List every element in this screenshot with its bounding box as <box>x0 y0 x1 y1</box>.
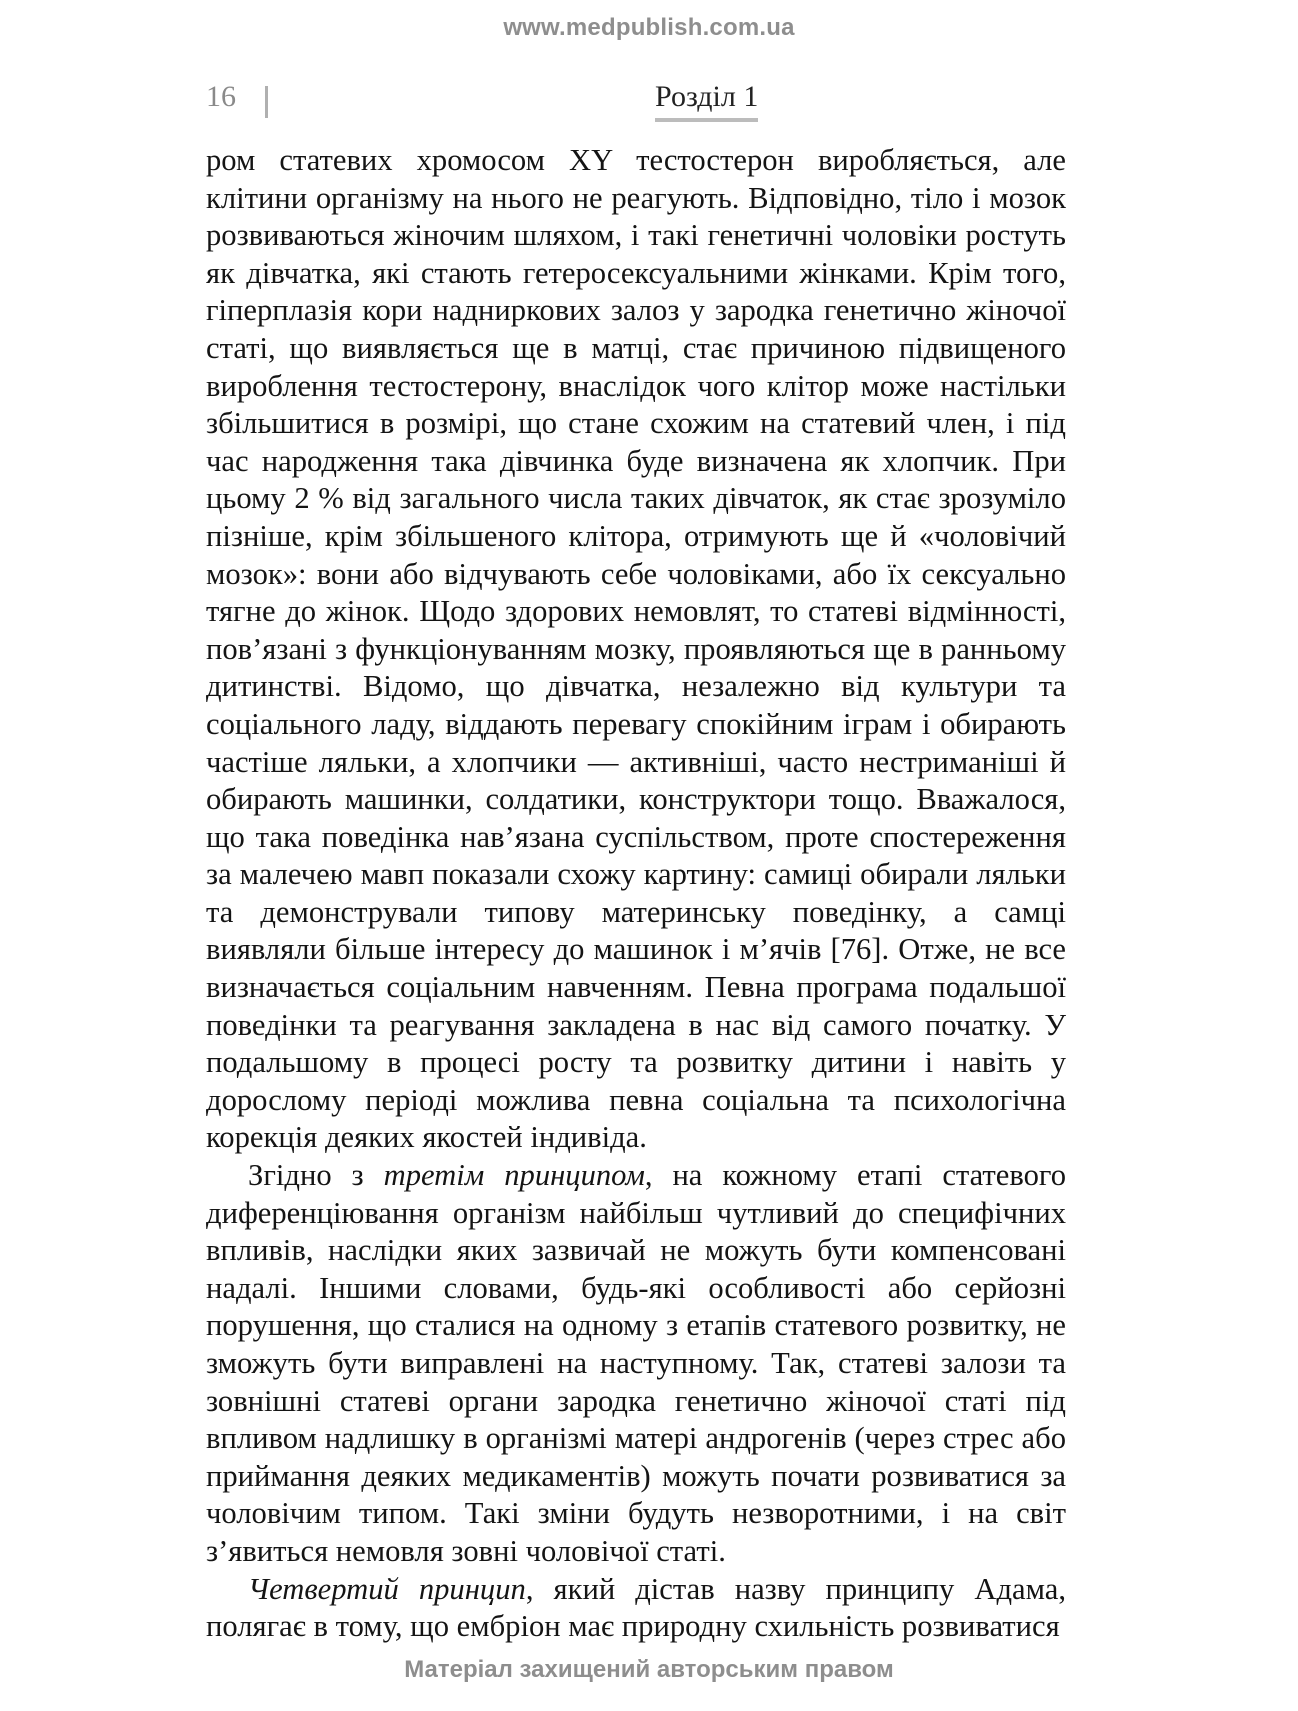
header-divider <box>265 86 268 118</box>
paragraph-2-emphasis: третім принципом <box>383 1158 645 1193</box>
paragraph-1: ром статевих хромосом XY тестостерон виробляється, але клітини організму на нього не реагують. Відповідно, тіло і мозок розвиваються жіночим шляхом, і такі генетичні чоловіки ростуть як дівчатка, які стають гетеросексуальними жінками. Крім того, гіперплазія кори надниркових залоз у зародка генетично жіночої статі, що виявляється ще в матці, стає причиною підвищеного вироблення тестостерону, внаслідок чого клітор може настільки збільшитися в розмірі, що стане схожим на статевий член, і під час народження така дівчинка буде визначена як хлопчик. При цьому 2 % від загального числа таких дівчаток, як стає зрозуміло пізніше, крім збільшеного клітора, отримують ще й «чоловічий мозок»: вони або відчувають себе чоловіками, або їх сексуально тягне до жінок. Щодо здорових немовлят, то статеві відмінності, пов’язані з функціонуванням мозку, проявляються ще в ранньому дитинстві. Відомо, що дівчатка, незалежно від культури та соціального ладу, віддають перевагу спокійним іграм і обирають частіше ляльки, а хлопчики — активніші, часто нестриманіші й обирають машинки, солдатики, конструктори тощо. Вважалося, що така поведінка нав’язана суспільством, проте спостереження за малечею мавп показали схожу картину: самиці обирали ляльки та демонстрували типову материнську поведінку, а самці виявляли більше інтересу до машинок і м’ячів [76]. Отже, не все визначається соціальним навченням. Певна програма подальшої поведінки та реагування закладена в нас від самого початку. У подальшому в процесі росту та розвитку дитини і навіть у дорослому періоді можлива певна соціальна та психологічна корекція деяких якостей індивіда. <box>206 143 1066 1155</box>
watermark-top: www.medpublish.com.ua <box>503 14 795 41</box>
paragraph-2-rest: , на кожному етапі статевого диференціювання організм найбільш чутливий до специфічних впливів, наслідки яких зазвичай не можуть бути компенсовані надалі. Іншими словами, будь-які особливості або серйозні порушення, що сталися на одному з етапів статевого розвитку, не зможуть бути виправлені на наступному. Так, статеві залози та зовнішні статеві органи зародка генетично жіночої статі під впливом надлишку в організмі матері андрогенів (через стрес або приймання деяких медикаментів) можуть почати розвиватися за чоловічим типом. Такі зміни будуть незворотними, і на світ з’явиться немовля зовні чоловічої статі. <box>206 1158 1066 1568</box>
paragraph-3-rest: , який дістав назву принципу Адама, полягає в тому, що ембріон має природну схильність розвиватися <box>206 1571 1066 1644</box>
paragraph-3 <box>206 1571 1066 1646</box>
paragraph-2-lead: Згідно з <box>248 1158 384 1193</box>
paragraph-3-emphasis: Четвертий принцип <box>248 1571 526 1606</box>
page-number: 16 <box>206 80 236 113</box>
body-text <box>206 142 1066 1646</box>
running-head: Розділ 1 <box>655 80 758 122</box>
paragraph-2 <box>206 1157 1066 1571</box>
watermark-bottom: Матеріал захищений авторським правом <box>404 1656 894 1683</box>
